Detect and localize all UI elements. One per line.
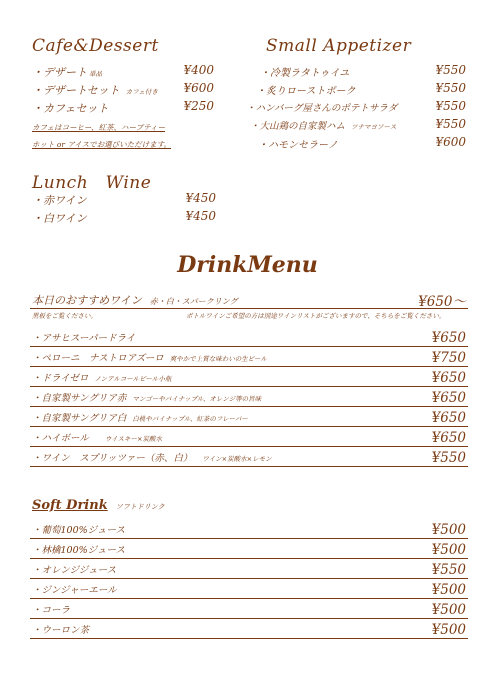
soft-drink-heading [32,494,165,513]
drink-row [30,448,468,467]
recommend-note-right: ボトルワインご希望の方は別途ワインリストがございますので、そちらをご覧ください。 [186,312,446,320]
cafe-note-line2: ホット or アイスでお選びいただけます。 [32,140,172,149]
menu-item [32,100,108,116]
drink-price: ¥500 [431,622,466,638]
drink-sub: ワイン×炭酸水×レモン [202,455,272,463]
small-appetizer-heading: Small Appetizer [266,36,412,56]
drink-price: ¥650 [431,430,466,446]
drink-row [30,328,468,347]
drink-menu-title: DrinkMenu [177,252,318,278]
item-sub: 単品 [89,70,102,78]
menu-item [250,118,396,132]
item-price: ¥550 [435,63,466,77]
drink-price: ¥550 [431,562,466,578]
drink-name: ・自家製サングリア白 [32,413,127,424]
item-price: ¥550 [435,117,466,131]
item-price: ¥550 [435,99,466,113]
item-price: ¥450 [185,209,216,223]
drink-name: ・ワイン スプリッツァー（赤、白） [32,453,193,464]
drink-price: ¥650 [431,410,466,426]
soft-drink-sub: ソフトドリンク [115,503,165,511]
item-price: ¥250 [183,99,214,113]
soft-drink-row [30,580,468,599]
item-price: ¥450 [185,191,216,205]
menu-item: ・ハンバーグ屋さんのポテトサラダ [246,103,398,114]
item-sub: カフェ付き [125,88,158,96]
soft-drink-row [30,520,468,539]
drink-name: ・オレンジジュース [32,565,117,576]
menu-item [32,82,158,98]
drink-sub: 爽やかで上質な味わいの生ビール [169,355,267,363]
drink-row [30,428,468,447]
recommend-sub: 赤・白・スパークリング [149,297,238,306]
recommend-title: 本日のおすすめワイン [32,294,142,307]
cafe-note-line1: カフェはコーヒー、紅茶、ハーブティー [32,123,166,132]
soft-drink-row [30,600,468,619]
item-name: ・カフェセット [32,102,109,115]
drink-price: ¥650 [431,330,466,346]
lunch-wine-heading: Lunch Wine [32,173,152,193]
soft-drink-row [30,620,468,639]
item-price: ¥600 [183,81,214,95]
divider [30,308,468,309]
cafe-dessert-heading: Cafe&Dessert [32,36,159,56]
drink-price: ¥650 [431,370,466,386]
drink-row [30,388,468,407]
drink-name: ・ジンジャーエール [32,585,117,596]
soft-drink-row [30,540,468,559]
soft-drink-row [30,560,468,579]
item-name: ・デザートセット [32,84,120,97]
drink-price: ¥550 [431,450,466,466]
drink-name: ・ドライゼロ [32,373,89,384]
soft-drink-title: Soft Drink [32,498,108,513]
menu-item: ・ハモンセラーノ [258,140,338,151]
drink-price: ¥500 [431,582,466,598]
drink-sub: マンゴーやパイナップル、オレンジ等の旨味 [132,395,262,403]
drink-row [30,348,468,367]
item-price: ¥600 [435,135,466,149]
drink-sub: 白桃やパイナップル、紅茶のフレーバー [132,415,248,423]
recommend-wine [32,292,238,308]
menu-item: ・冷製ラタトゥイユ [260,68,350,79]
drink-row [30,408,468,427]
item-name: ・大山鶏の自家製ハム [250,121,346,132]
drink-name: ・林檎100%ジュース [32,545,125,556]
drink-price: ¥650 [431,390,466,406]
item-price: ¥550 [435,81,466,95]
menu-item: ・赤ワイン [32,194,87,207]
drink-sub: ウイスキー×炭酸水 [104,435,162,443]
recommend-price: ¥650～ [418,294,466,310]
menu-item [32,64,102,80]
menu-item: ・白ワイン [32,212,87,225]
drink-price: ¥500 [431,602,466,618]
drink-name: ・ペローニ ナストロアズーロ [32,353,164,364]
drink-name: ・アサヒスーパードライ [32,333,136,344]
item-sub: ツナマヨソース [351,123,397,131]
item-name: ・デザート [32,66,87,79]
drink-name: ・コーラ [32,605,71,616]
drink-price: ¥500 [431,542,466,558]
drink-row [30,368,468,387]
drink-price: ¥500 [431,522,466,538]
drink-sub: ノンアルコールビール小瓶 [94,375,172,383]
recommend-note-left: 黒板をご覧ください。 [32,312,97,320]
drink-price: ¥750 [431,350,466,366]
item-price: ¥400 [183,63,214,77]
drink-name: ・葡萄100%ジュース [32,525,125,536]
drink-name: ・自家製サングリア赤 [32,393,127,404]
drink-name: ・ウーロン茶 [32,625,90,636]
drink-name: ・ハイボール [32,433,89,444]
menu-item: ・炙りローストポーク [256,86,356,97]
